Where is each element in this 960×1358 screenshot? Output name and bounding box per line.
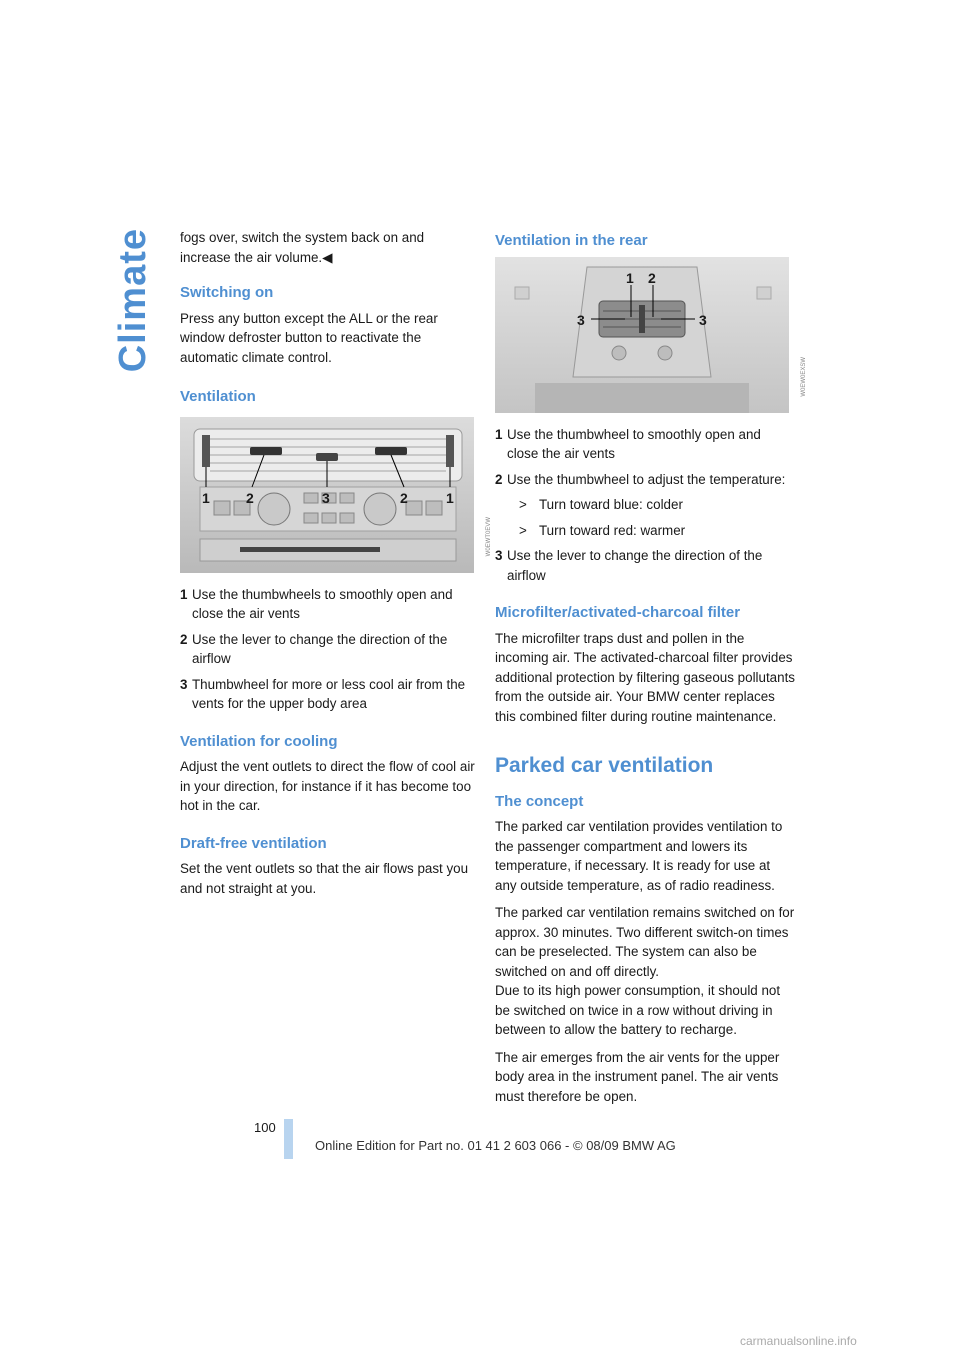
list-number: 3 xyxy=(180,676,188,692)
fig2-label-3b: 3 xyxy=(699,311,707,328)
vent-item-1 xyxy=(180,585,476,624)
rear-item-1 xyxy=(495,425,795,464)
fig2-code: W0EW0EXSW xyxy=(801,356,807,397)
sub-text: Turn toward blue: colder xyxy=(539,497,683,512)
draft-free-heading: Draft-free ventilation xyxy=(180,834,327,852)
parked-car-heading: Parked car ventilation xyxy=(495,754,714,777)
rear-subitem-colder xyxy=(519,495,795,515)
sub-text: Turn toward red: warmer xyxy=(539,522,686,538)
rear-item-3 xyxy=(495,546,795,585)
list-text: Thumbwheel for more or less cool air from the vents for the upper body area xyxy=(192,676,466,711)
fig1-code: W0EWT0EVW xyxy=(486,516,492,556)
footer-accent-bar xyxy=(284,1119,293,1159)
filter-text: The microfilter traps dust and pollen in the incoming air. The activated-charcoal filter provides additional protection by filtering gaseous pollutants from the outside air. Your BMW center replaces this combined filter during routine maintenance. xyxy=(495,630,795,724)
fig1-label-1a: 1 xyxy=(202,489,210,506)
bullet-mark: > xyxy=(519,522,527,538)
page-number: 100 xyxy=(254,1120,276,1135)
rear-item-2 xyxy=(495,470,795,490)
watermark: carmanualsonline.info xyxy=(740,1334,857,1348)
fig1-label-1b: 1 xyxy=(446,489,454,506)
left-column xyxy=(180,228,492,906)
list-number: 1 xyxy=(180,586,188,602)
concept-heading: The concept xyxy=(495,792,584,810)
fig2-label-3a: 3 xyxy=(577,311,585,328)
switching-on-heading: Switching on xyxy=(180,284,274,301)
chapter-title: Climate xyxy=(112,228,154,373)
ventilation-heading: Ventilation xyxy=(180,388,256,405)
concept-paragraph-3: The air emerges from the air vents for the upper body area in the instrument panel. The air vents must therefore be open. xyxy=(495,1049,780,1104)
rear-subitem-warmer xyxy=(519,521,795,541)
list-number: 1 xyxy=(495,426,503,442)
list-text: Use the lever to change the direction of the airflow xyxy=(192,631,448,666)
fig2-label-1: 1 xyxy=(626,269,634,286)
dashboard-vents-figure xyxy=(180,417,492,573)
fig2-label-2: 2 xyxy=(648,269,656,286)
rear-vents-figure xyxy=(495,257,807,413)
fig1-label-3: 3 xyxy=(322,489,330,506)
right-column xyxy=(495,228,807,1114)
list-text: Use the thumbwheels to smoothly open and close the air vents xyxy=(192,586,453,621)
filter-heading: Microfilter/activated-charcoal filter xyxy=(495,604,741,621)
draft-free-text: Set the vent outlets so that the air flows past you and not straight at you. xyxy=(180,861,469,896)
bullet-mark: > xyxy=(519,497,527,512)
list-number: 2 xyxy=(180,631,188,647)
list-text: Use the thumbwheel to adjust the temperature: xyxy=(507,471,786,487)
cooling-text: Adjust the vent outlets to direct the flow of cool air in your direction, for instance if it has become too hot in the car. xyxy=(180,759,475,813)
list-text: Use the lever to change the direction of the airflow xyxy=(507,548,763,583)
fig1-label-2b: 2 xyxy=(400,489,408,506)
list-number: 2 xyxy=(495,471,503,487)
concept-paragraph-2b: Due to its high power consumption, it should not be switched on twice in a row without driving in between to allow the battery to recharge. xyxy=(495,983,781,1037)
cooling-heading: Ventilation for cooling xyxy=(180,732,338,750)
list-text: Use the thumbwheel to smoothly open and close the air vents xyxy=(507,426,761,461)
vent-item-2 xyxy=(180,630,476,669)
fig1-label-2a: 2 xyxy=(246,489,254,506)
vent-item-3 xyxy=(180,675,476,714)
concept-paragraph-1: The parked car ventilation provides ventilation to the passenger compartment and lowers its temperature, if necessary. It is ready for use at any outside temperature, as of radio readiness. xyxy=(495,819,783,893)
rear-vents-illustration xyxy=(495,257,789,413)
switching-on-text: Press any button except the ALL or the rear window defroster button to reactivate the automatic climate control. xyxy=(180,310,438,365)
rear-ventilation-heading: Ventilation in the rear xyxy=(495,232,648,249)
list-number: 3 xyxy=(495,548,503,563)
concept-paragraph-2a: The parked car ventilation remains switched on for approx. 30 minutes. Two different switch-on times can be preselected. The system can also be switched on and off directly. xyxy=(495,905,795,979)
edition-notice: Online Edition for Part no. 01 41 2 603 066 - © 08/09 BMW AG xyxy=(315,1138,676,1153)
intro-text: fogs over, switch the system back on and increase the air volume.◀ xyxy=(180,230,425,265)
